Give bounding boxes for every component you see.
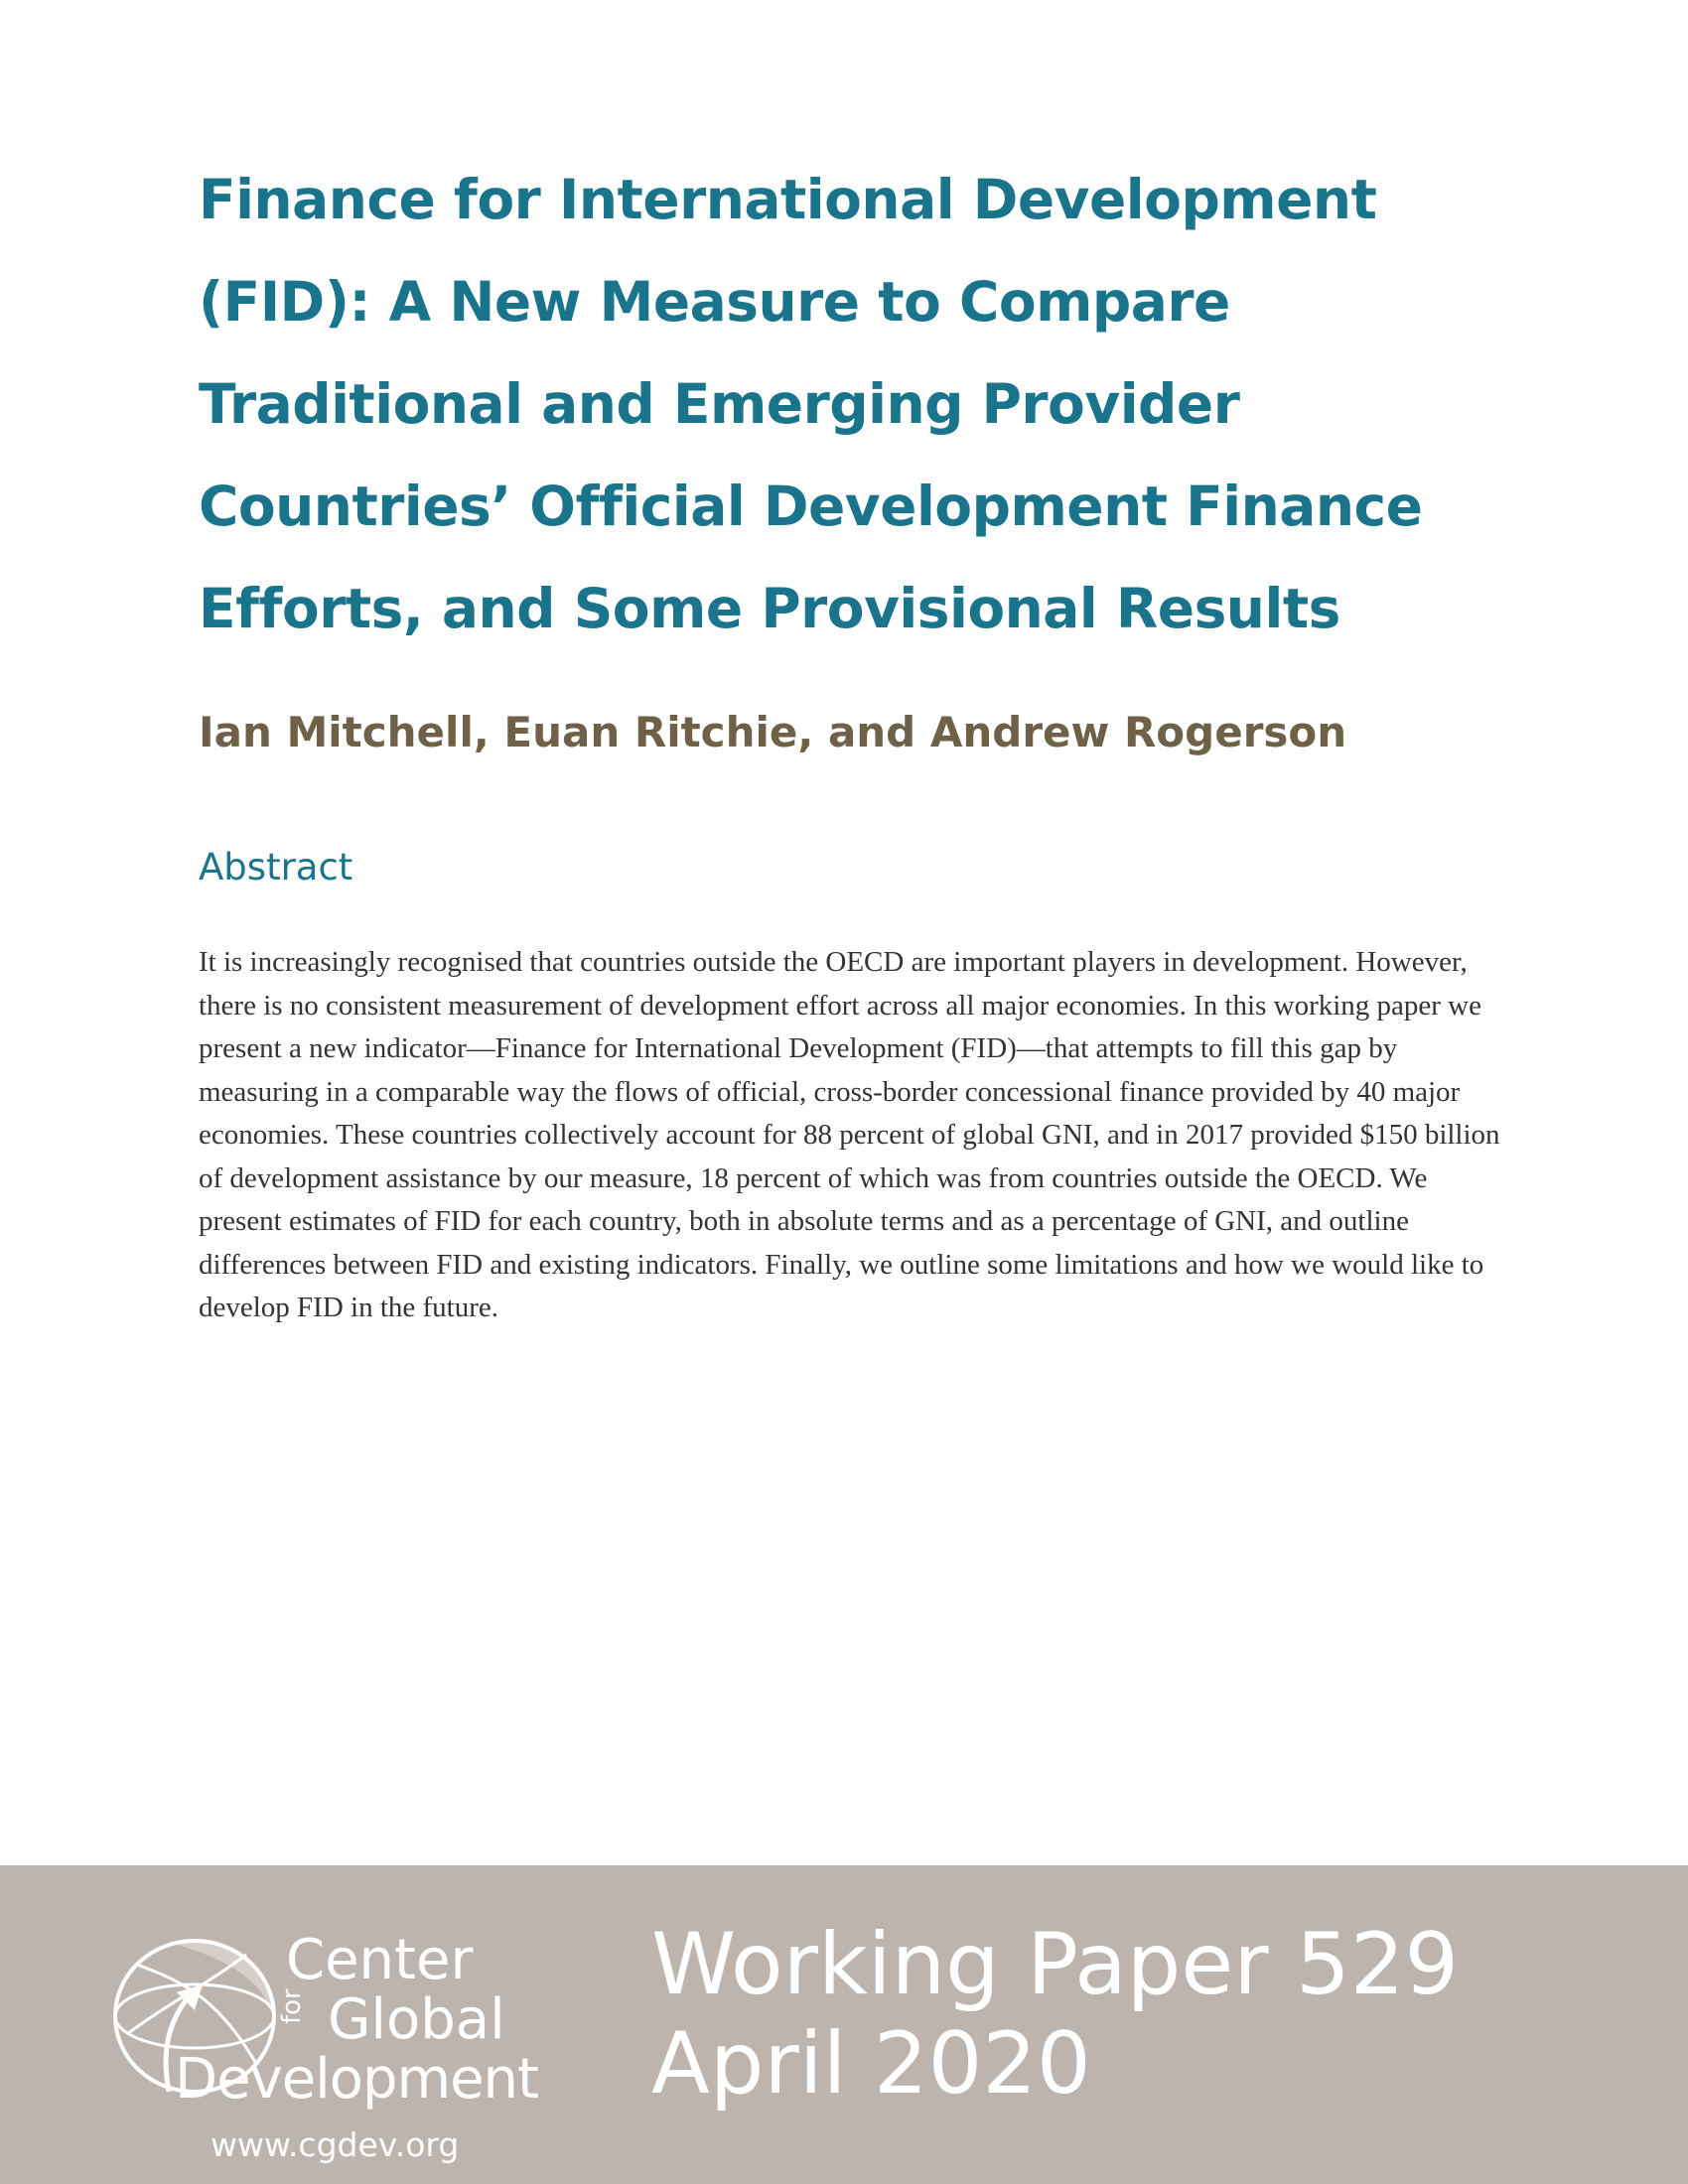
footer-band — [0, 1865, 1688, 2184]
logo-center-text: Center — [286, 1928, 474, 1992]
publication-date: April 2020 — [651, 2014, 1091, 2114]
paper-authors: Ian Mitchell, Euan Ritchie, and Andrew Rogerson — [199, 708, 1347, 756]
working-paper-number: Working Paper 529 — [651, 1915, 1460, 2014]
logo-for-text: for — [277, 1988, 307, 2024]
logo-global-text: Global — [328, 1987, 505, 2052]
website-url[interactable]: www.cgdev.org — [211, 2125, 460, 2164]
abstract-heading: Abstract — [199, 846, 353, 888]
paper-title: Finance for International Development (FID): A New Measure to Compare Traditional and Emerging Provider Countries’ Official Development Finance Efforts, and Some Provisional Results — [199, 168, 1423, 640]
abstract-body: It is increasingly recognised that countries outside the OECD are important players in development. However, there is no consistent measurement of development effort across all major economies. In this working paper we present a new indicator—Finance for International Development (FID)—that attempts to fill this gap by measuring in a comparable way the flows of official, cross-border concessional finance provided by 40 major economies. These countries collectively account for 88 percent of global GNI, and in 2017 provided $150 billion of development assistance by our measure, 18 percent of which was from countries outside the OECD. We present estimates of FID for each country, both in absolute terms and as a percentage of GNI, and outline differences between FID and existing indicators. Finally, we outline some limitations and how we would like to develop FID in the future. — [199, 946, 1500, 1323]
logo-development-text: Development — [175, 2047, 538, 2112]
